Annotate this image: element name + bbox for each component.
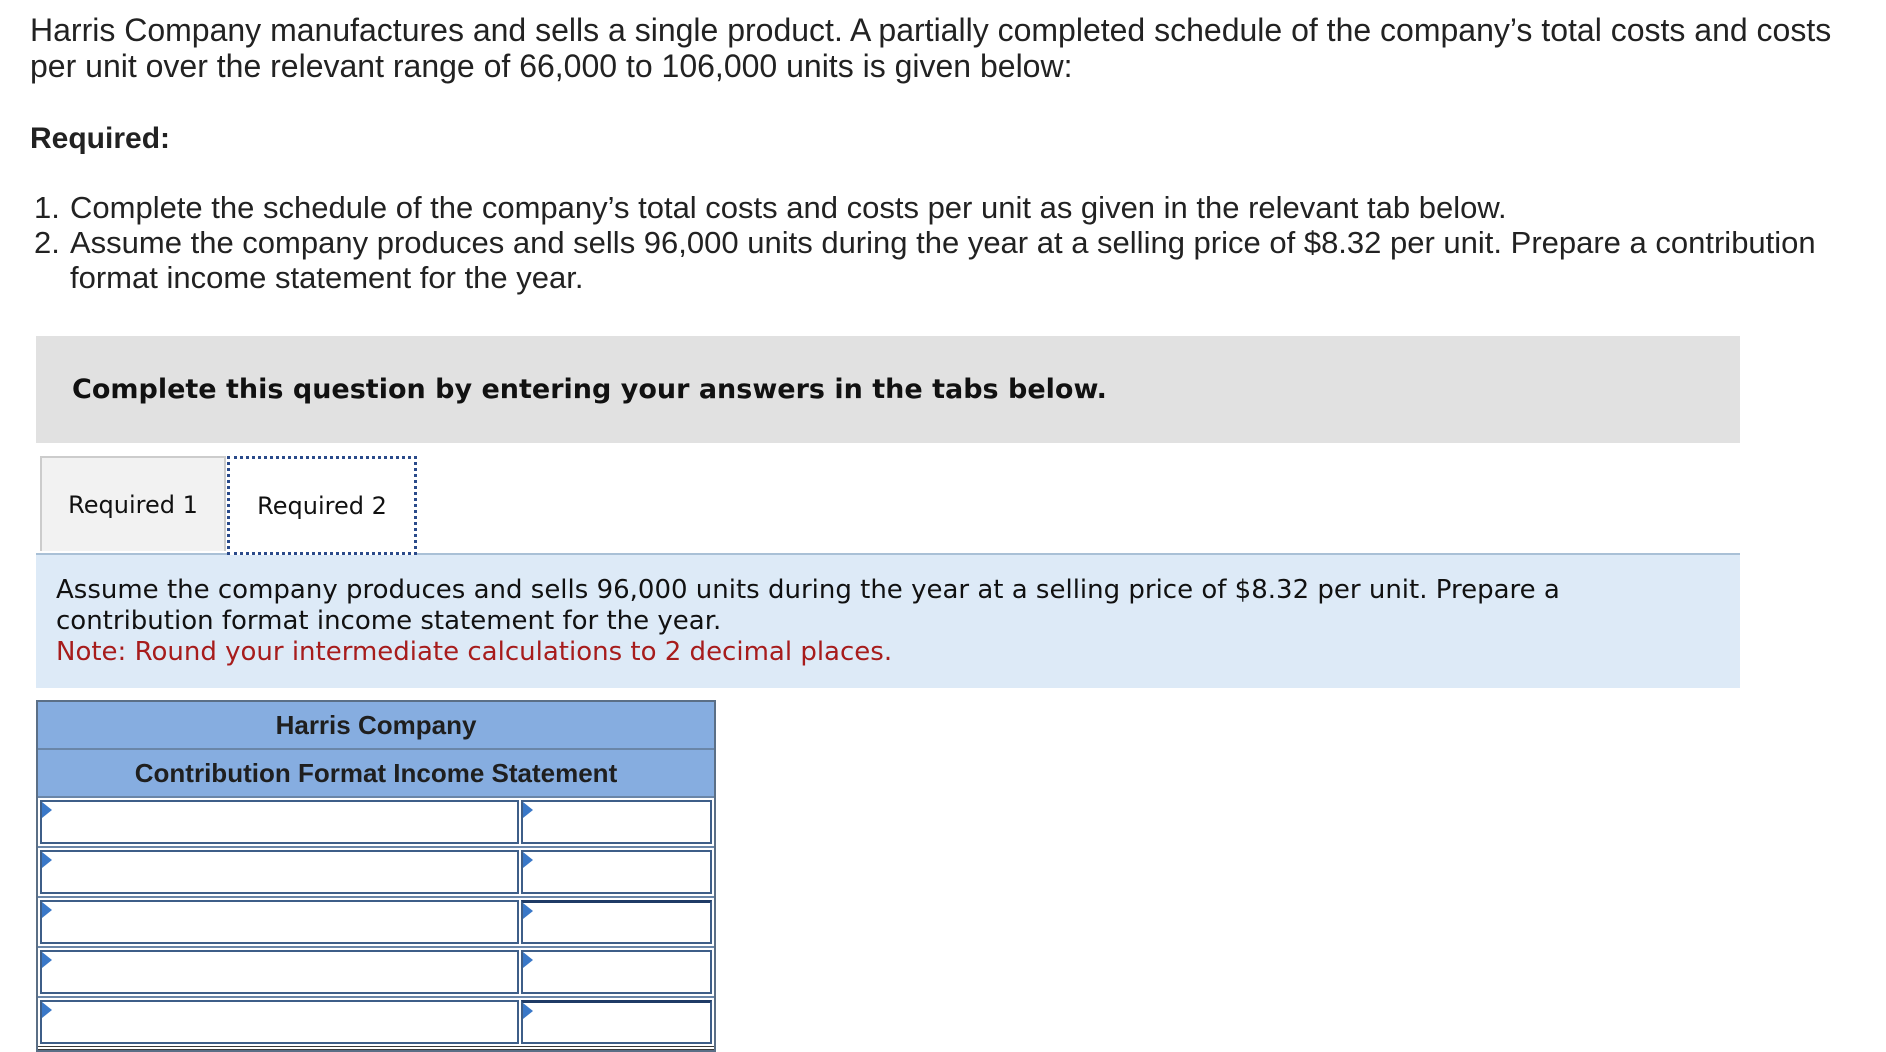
requirement-item — [34, 190, 1870, 225]
tab-panel-required-2 — [36, 555, 1740, 688]
panel-note: Note: Round your intermediate calculations to 2 decimal places. — [56, 637, 893, 667]
requirement-item — [34, 225, 1870, 295]
statement-row — [38, 998, 714, 1050]
requirement-text: Assume the company produces and sells 96,000 units during the year at a selling price of $8.32 per unit. Prepare a contribution format income statement for the year. — [70, 225, 1816, 295]
dropdown-marker-icon — [523, 952, 533, 968]
dropdown-marker-icon — [42, 1002, 52, 1018]
requirement-number: 2. — [34, 225, 60, 260]
row-amount-input[interactable] — [521, 1000, 712, 1044]
tab-bar — [36, 456, 1740, 555]
requirements-list — [34, 190, 1870, 295]
row-label-dropdown[interactable] — [40, 1000, 519, 1044]
requirement-text: Complete the schedule of the company’s total costs and costs per unit as given in the relevant tab below. — [70, 190, 1507, 225]
row-amount-input[interactable] — [521, 800, 712, 844]
row-label-dropdown[interactable] — [40, 800, 519, 844]
dropdown-marker-icon — [523, 903, 533, 919]
row-amount-input[interactable] — [521, 850, 712, 894]
statement-company-header: Harris Company — [38, 702, 714, 750]
panel-prompt: Assume the company produces and sells 96,000 units during the year at a selling price of $8.32 per unit. Prepare a contribution format income statement for the year. — [56, 575, 1560, 636]
row-label-dropdown[interactable] — [40, 950, 519, 994]
dropdown-marker-icon — [42, 952, 52, 968]
row-label-dropdown[interactable] — [40, 900, 519, 944]
row-label-dropdown[interactable] — [40, 850, 519, 894]
dropdown-marker-icon — [42, 802, 52, 818]
statement-title-header: Contribution Format Income Statement — [38, 750, 714, 798]
instruction-text: Complete this question by entering your answers in the tabs below. — [72, 374, 1107, 405]
tab-required-1[interactable]: Required 1 — [40, 456, 226, 551]
requirement-number: 1. — [34, 190, 60, 225]
dropdown-marker-icon — [42, 852, 52, 868]
instruction-banner — [36, 336, 1740, 443]
statement-row — [38, 798, 714, 848]
dropdown-marker-icon — [523, 1003, 533, 1019]
dropdown-marker-icon — [523, 852, 533, 868]
dropdown-marker-icon — [42, 902, 52, 918]
dropdown-marker-icon — [523, 802, 533, 818]
statement-row — [38, 898, 714, 948]
tab-required-2[interactable]: Required 2 — [227, 456, 417, 555]
statement-row — [38, 848, 714, 898]
row-amount-input[interactable] — [521, 950, 712, 994]
statement-row — [38, 948, 714, 998]
problem-intro: Harris Company manufactures and sells a single product. A partially completed schedule of the company’s total costs and costs per unit over the relevant range of 66,000 to 106,000 units is given below: — [30, 12, 1832, 84]
row-amount-input[interactable] — [521, 900, 712, 944]
required-heading: Required: — [30, 122, 171, 155]
income-statement-table — [36, 700, 716, 1052]
